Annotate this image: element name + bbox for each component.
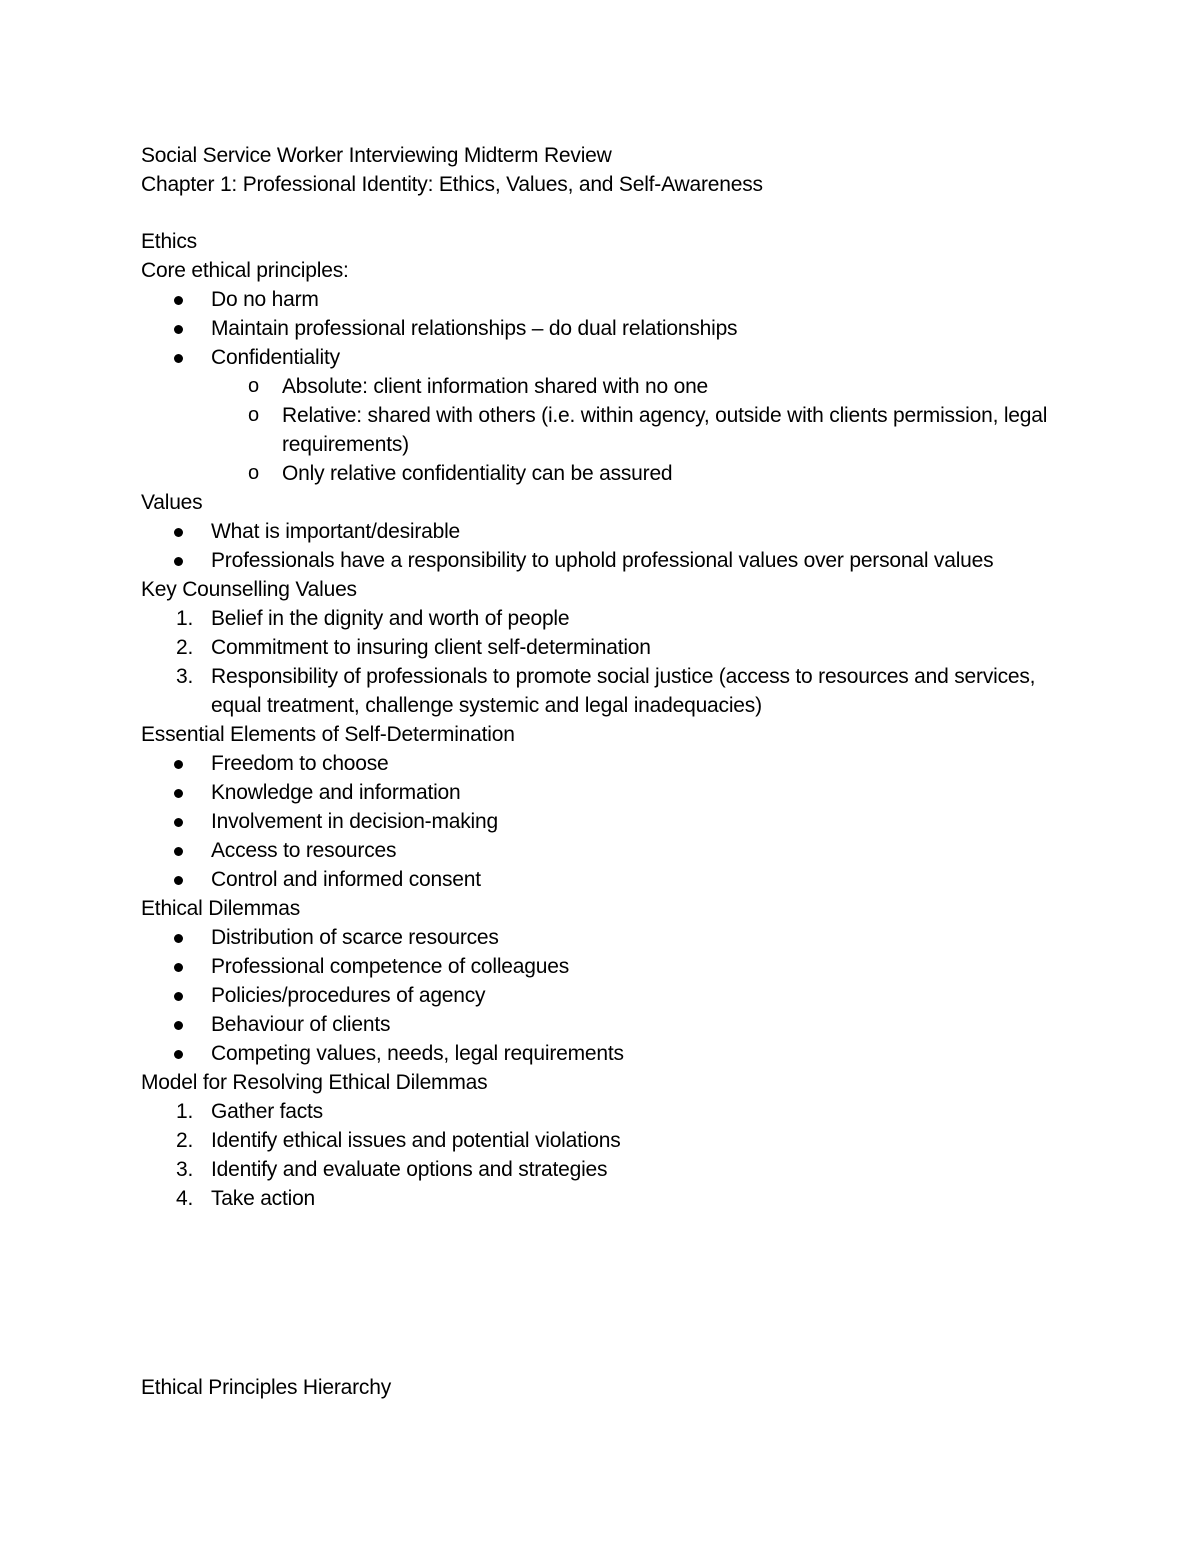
- core-principles-subheading: Core ethical principles:: [141, 259, 349, 282]
- hierarchy-heading: Ethical Principles Hierarchy: [141, 1376, 391, 1399]
- sub-list-item: [141, 401, 1071, 459]
- numbered-item-text: Take action: [211, 1187, 316, 1210]
- list-item-text: Control and informed consent: [211, 868, 481, 891]
- list-item: [141, 517, 1071, 546]
- list-item-text: Maintain professional relationships – do dual relationships: [211, 317, 738, 340]
- bullet-icon: [174, 847, 183, 856]
- list-item: [141, 1010, 1071, 1039]
- numbered-item-text: Gather facts: [211, 1100, 323, 1123]
- bullet-icon: [174, 789, 183, 798]
- list-item: [141, 836, 1071, 865]
- item-number: 2.: [176, 1129, 194, 1152]
- blank-line: [141, 199, 1071, 227]
- list-item: [141, 778, 1071, 807]
- bullet-icon: [174, 528, 183, 537]
- item-number: 1.: [176, 1100, 194, 1123]
- sub-list-item-text: Relative: shared with others (i.e. within agency, outside with clients permission, legal requirements): [282, 404, 1048, 456]
- circle-bullet-icon: o: [248, 462, 259, 484]
- bullet-icon: [174, 760, 183, 769]
- item-number: 2.: [176, 636, 194, 659]
- numbered-item: [141, 1155, 1071, 1184]
- list-item-text: Knowledge and information: [211, 781, 461, 804]
- item-number: 4.: [176, 1187, 194, 1210]
- numbered-item-text: Identify ethical issues and potential violations: [211, 1129, 621, 1152]
- circle-bullet-icon: o: [248, 404, 259, 426]
- bullet-icon: [174, 992, 183, 1001]
- list-item-text: Behaviour of clients: [211, 1013, 391, 1036]
- numbered-item: [141, 1126, 1071, 1155]
- page-spacing: [141, 1213, 1071, 1373]
- sub-list-item-text: Absolute: client information shared with no one: [282, 375, 709, 398]
- bullet-icon: [174, 1021, 183, 1030]
- document-title: Social Service Worker Interviewing Midterm Review: [141, 144, 612, 167]
- confidentiality-sublist: [211, 372, 1071, 488]
- circle-bullet-icon: o: [248, 375, 259, 397]
- ethics-heading: Ethics: [141, 230, 197, 253]
- bullet-icon: [174, 934, 183, 943]
- bullet-icon: [174, 325, 183, 334]
- list-item-text: What is important/desirable: [211, 520, 461, 543]
- list-item: [141, 546, 1071, 575]
- numbered-item: [141, 1184, 1071, 1213]
- chapter-heading: Chapter 1: Professional Identity: Ethics, Values, and Self-Awareness: [141, 173, 763, 196]
- bullet-icon: [174, 354, 183, 363]
- sub-list-item-text: Only relative confidentiality can be assured: [282, 462, 673, 485]
- bullet-icon: [174, 296, 183, 305]
- self-determination-heading: Essential Elements of Self-Determination: [141, 723, 515, 746]
- values-heading: Values: [141, 491, 203, 514]
- list-item-text: Professional competence of colleagues: [211, 955, 569, 978]
- model-steps-list: [141, 1097, 1071, 1213]
- list-item-text: Access to resources: [211, 839, 397, 862]
- list-item: [141, 749, 1071, 778]
- bullet-icon: [174, 963, 183, 972]
- list-item-text: Competing values, needs, legal requirements: [211, 1042, 624, 1065]
- numbered-item-text: Belief in the dignity and worth of people: [211, 607, 570, 630]
- list-item-text: Freedom to choose: [211, 752, 389, 775]
- list-item: [141, 952, 1071, 981]
- dilemmas-heading: Ethical Dilemmas: [141, 897, 301, 920]
- bullet-icon: [174, 1050, 183, 1059]
- numbered-item-text: Identify and evaluate options and strategies: [211, 1158, 608, 1181]
- list-item: [141, 865, 1071, 894]
- numbered-item-text: Commitment to insuring client self-determination: [211, 636, 651, 659]
- item-number: 3.: [176, 665, 194, 688]
- bullet-icon: [174, 818, 183, 827]
- sub-list-item: [141, 459, 1071, 488]
- core-principles-list: [141, 285, 1071, 488]
- bullet-icon: [174, 557, 183, 566]
- list-item: [141, 285, 1071, 314]
- numbered-item: [141, 633, 1071, 662]
- list-item-text: Policies/procedures of agency: [211, 984, 486, 1007]
- bullet-icon: [174, 876, 183, 885]
- numbered-item: [141, 1097, 1071, 1126]
- list-item: [141, 343, 1071, 488]
- list-item: [141, 807, 1071, 836]
- self-determination-list: [141, 749, 1071, 894]
- list-item: [141, 981, 1071, 1010]
- list-item-text: Professionals have a responsibility to uphold professional values over personal values: [211, 549, 994, 572]
- list-item-text: Involvement in decision-making: [211, 810, 498, 833]
- key-values-list: [141, 604, 1071, 720]
- sub-list-item: [141, 372, 1071, 401]
- document-body: [141, 141, 1071, 1402]
- values-list: [141, 517, 1071, 575]
- item-number: 1.: [176, 607, 194, 630]
- key-values-heading: Key Counselling Values: [141, 578, 357, 601]
- list-item-text: Do no harm: [211, 288, 319, 311]
- list-item: [141, 314, 1071, 343]
- list-item: [141, 1039, 1071, 1068]
- model-heading: Model for Resolving Ethical Dilemmas: [141, 1071, 488, 1094]
- list-item-text: Confidentiality: [211, 346, 340, 369]
- item-number: 3.: [176, 1158, 194, 1181]
- list-item: [141, 923, 1071, 952]
- numbered-item-text: Responsibility of professionals to promote social justice (access to resources and services, equal treatment, challenge systemic and legal inadequacies): [211, 665, 1036, 717]
- dilemmas-list: [141, 923, 1071, 1068]
- list-item-text: Distribution of scarce resources: [211, 926, 499, 949]
- numbered-item: [141, 662, 1071, 720]
- numbered-item: [141, 604, 1071, 633]
